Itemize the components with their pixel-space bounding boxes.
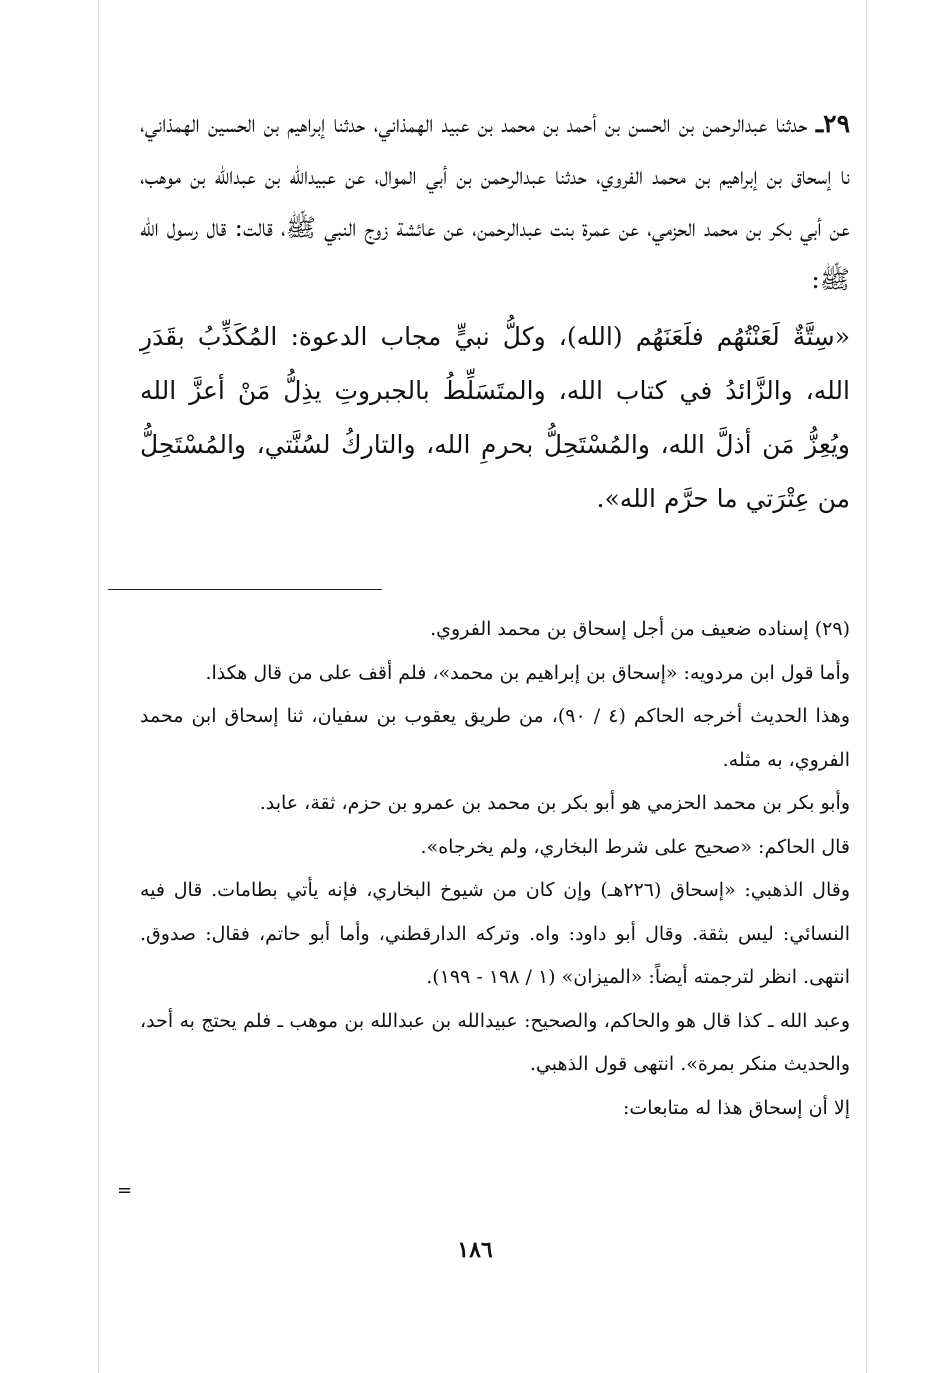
hadith-matn: «سِتَّةٌ لَعَنْتُهُم فلَعَنَهُم (الله)، وكلُّ نبيٍّ مجاب الدعوة: المُكَذِّبُ بقَدَرِ الله، والزَّائدُ في كتاب الله، والمتَسَلِّطُ بالجبروتِ يذِلُّ مَنْ أعزَّ الله ويُعِزُّ مَن أذلَّ الله، والمُسْتَحِلُّ بحرمِ الله، والتاركُ لسُنَّتي، والمُسْتَحِلُّ من عِتْرَتي ما حرَّم الله». xyxy=(140,322,850,513)
hadith-isnad xyxy=(140,98,850,306)
footnote-paragraph: وقال الذهبي: «إسحاق (٢٢٦هـ) وإن كان من شيوخ البخاري، فإنه يأتي بطامات. قال فيه النسائي: ليس بثقة. وقال أبو داود: واه. وتركه الدارقطني، وأما أبو حاتم، فقال: صدوق. انتهى. انظر لترجمته أيضاً: «الميزان» (١ / ١٩٨ - ١٩٩). xyxy=(140,879,850,988)
hadith-text xyxy=(140,98,850,526)
footnotes xyxy=(140,608,850,1130)
footnote-paragraph: وأما قول ابن مردويه: «إسحاق بن إبراهيم بن محمد»، فلم أقف على من قال هكذا. xyxy=(205,661,850,684)
footnote-paragraph: (٢٩) إسناده ضعيف من أجل إسحاق بن محمد الفروي. xyxy=(430,618,850,640)
footnote-paragraph: وهذا الحديث أخرجه الحاكم (٤ / ٩٠)، من طريق يعقوب بن سفيان، ثنا إسحاق ابن محمد الفروي، به مثله. xyxy=(140,705,850,771)
footnote-separator xyxy=(108,589,382,590)
hadith-number: ٢٩ـ xyxy=(815,109,850,138)
isnad-text: حدثنا عبدالرحمن بن الحسن بن أحمد بن محمد بن عبيد الهمذاني، حدثنا إبراهيم بن الحسين الهمذاني، نا إسحاق بن إبراهيم بن محمد الفروي، حدثنا عبدالرحمن بن أبي الموال، عن عبيدالله بن عبدالله بن موهب، عن أبي بكر بن محمد الحزمي، عن عمرة بنت عبدالرحمن، عن عائشة زوج النبي ﷺ، قالت: قال رسول الله ﷺ: xyxy=(140,109,850,294)
footnote-paragraph: وأبو بكر بن محمد الحزمي هو أبو بكر بن محمد بن عمرو بن حزم، ثقة، عابد. xyxy=(259,792,850,814)
scan-dots-right xyxy=(866,0,867,1373)
footnote-paragraph: قال الحاكم: «صحيح على شرط البخاري، ولم يخرجاه». xyxy=(420,835,850,858)
page-number: ١٨٦ xyxy=(457,1237,493,1263)
footnote-paragraph: إلا أن إسحاق هذا له متابعات: xyxy=(622,1096,850,1119)
scan-dots-left xyxy=(98,0,99,1373)
footnote-paragraph: وعبد الله ـ كذا قال هو والحاكم، والصحيح: عبيدالله بن عبدالله بن موهب ـ فلم يحتج به أحد، والحديث منكر بمرة». انتهى قول الذهبي. xyxy=(140,1009,850,1075)
continuation-mark: = xyxy=(117,1180,133,1201)
